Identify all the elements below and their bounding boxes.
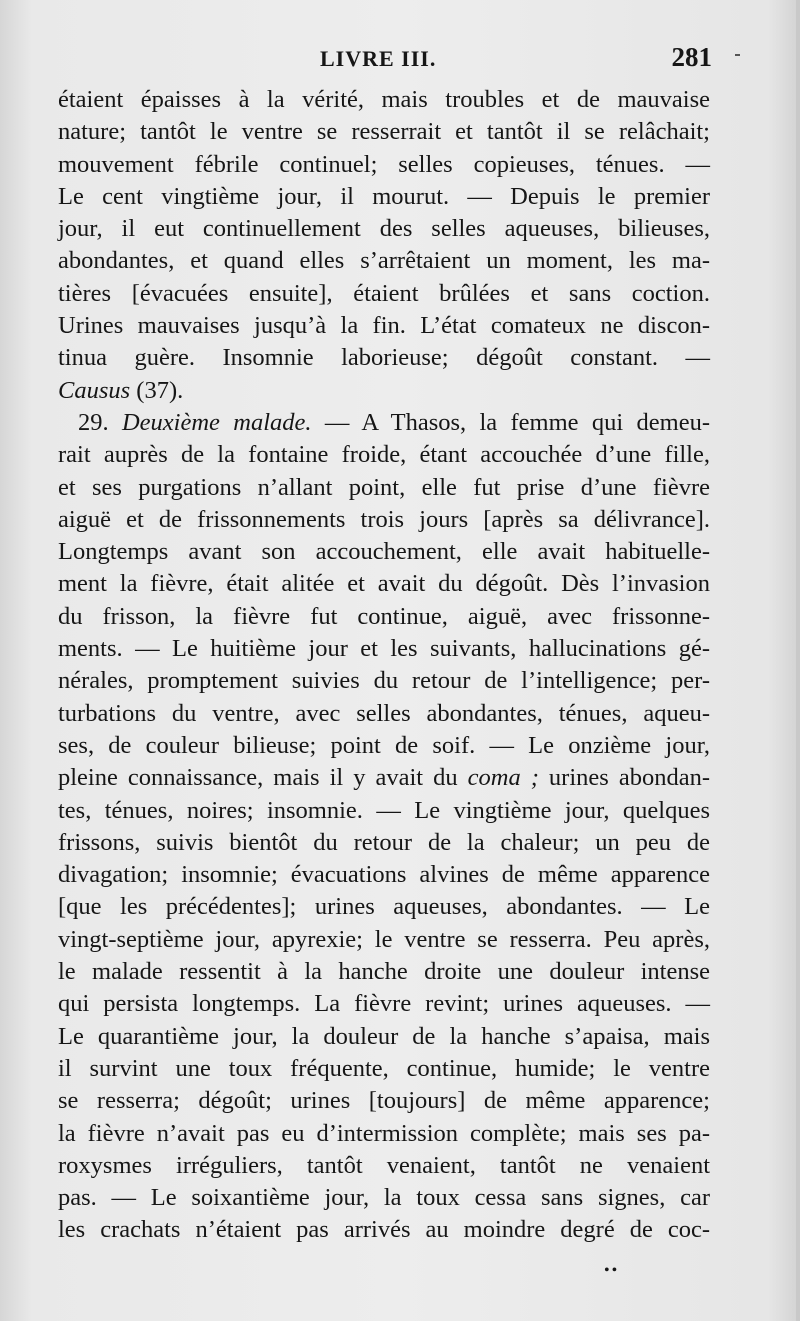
- line-text: Urines mauvaises jusqu’à la fin. L’état comateux ne discon-: [58, 312, 710, 340]
- line-text: pas. — Le soixantième jour, la toux cessa sans signes, car: [58, 1184, 710, 1212]
- text-line: [58, 1118, 710, 1150]
- line-text: turbations du ventre, avec selles abondantes, ténues, aqueu-: [58, 699, 710, 727]
- italic-text: Deuxième malade.: [121, 408, 312, 436]
- text-line: [58, 1182, 710, 1214]
- chapter-title: LIVRE III.: [320, 46, 437, 71]
- text-line: [58, 407, 710, 439]
- line-text: il survint une toux fréquente, continue, humide; le ventre: [58, 1054, 710, 1082]
- text-line: [58, 1021, 710, 1053]
- line-text: divagation; insomnie; évacuations alvines de même apparence: [58, 861, 710, 889]
- line-text: tières [évacuées ensuite], étaient brûlées et sans coction.: [58, 279, 710, 307]
- line-text: Le cent vingtième jour, il mourut. — Depuis le premier: [58, 182, 710, 210]
- text-line: [58, 504, 710, 536]
- line-text: — A Thasos, la femme qui demeu-: [311, 408, 711, 436]
- text-line: [58, 213, 710, 245]
- line-text: ses, de couleur bilieuse; point de soif. — Le onzième jour,: [58, 731, 710, 759]
- running-header: [58, 40, 740, 80]
- text-line: [58, 698, 710, 730]
- text-line: [58, 310, 710, 342]
- text-line: [58, 342, 710, 374]
- line-text: tinua guère. Insomnie laborieuse; dégoût constant. —: [58, 344, 710, 372]
- text-line: [58, 149, 710, 181]
- line-text: le malade ressentit à la hanche droite une douleur intense: [58, 958, 710, 986]
- text-line: [58, 730, 710, 762]
- text-line: [58, 536, 710, 568]
- margin-mark: [735, 54, 740, 56]
- text-line: [58, 795, 710, 827]
- line-text: Longtemps avant son accouchement, elle avait habituelle-: [58, 538, 710, 566]
- line-text: nérales, promptement suivies du retour de l’intelligence; per-: [58, 667, 710, 695]
- text-line: [58, 859, 710, 891]
- text-line: [58, 633, 710, 665]
- line-text: abondantes, et quand elles s’arrêtaient un moment, les ma-: [58, 247, 710, 275]
- line-text: la fièvre n’avait pas eu d’intermission complète; mais ses pa-: [58, 1119, 710, 1147]
- text-line: [58, 568, 710, 600]
- line-text: nature; tantôt le ventre se resserrait et tantôt il se relâchait;: [58, 118, 710, 146]
- text-line: [58, 1150, 710, 1182]
- text-line: [58, 924, 710, 956]
- signature-mark: ••: [604, 1262, 620, 1279]
- text-line: [58, 84, 710, 116]
- text-line: [58, 1214, 710, 1246]
- page-edge: [796, 0, 800, 1321]
- line-text: Le quarantième jour, la douleur de la hanche s’apaisa, mais: [58, 1022, 710, 1050]
- line-text: qui persista longtemps. La fièvre revint; urines aqueuses. —: [58, 990, 710, 1018]
- text-line: [58, 375, 710, 407]
- line-text: du frisson, la fièvre fut continue, aiguë, avec frissonne-: [58, 602, 710, 630]
- text-line: [58, 1085, 710, 1117]
- text-line: [58, 665, 710, 697]
- line-text: ment la fièvre, était alitée et avait du dégoût. Dès l’invasion: [58, 570, 710, 598]
- line-text: étaient épaisses à la vérité, mais troubles et de mauvaise: [58, 86, 710, 113]
- line-text: ments. — Le huitième jour et les suivants, hallucinations gé-: [58, 635, 710, 663]
- line-text: mouvement fébrile continuel; selles copieuses, ténues. —: [58, 150, 710, 178]
- line-text: se resserra; dégoût; urines [toujours] de même apparence;: [58, 1087, 710, 1115]
- text-line: [58, 245, 710, 277]
- text-line: [58, 956, 710, 988]
- text-line: [58, 762, 710, 794]
- text-line: [58, 1053, 710, 1085]
- italic-text: Causus: [58, 376, 131, 404]
- page-number: 281: [671, 42, 712, 72]
- text-line: [58, 472, 710, 504]
- text-line: [58, 827, 710, 859]
- text-line: [58, 601, 710, 633]
- body-text: [58, 84, 710, 1247]
- line-text: (37).: [130, 376, 184, 404]
- italic-text: coma ;: [467, 764, 539, 792]
- line-text: vingt-septième jour, apyrexie; le ventre se resserra. Peu après,: [58, 925, 710, 953]
- line-prefix: pleine connaissance, mais il y avait du: [58, 764, 468, 792]
- text-line: [58, 278, 710, 310]
- text-line: [58, 891, 710, 923]
- text-line: [58, 988, 710, 1020]
- text-line: [58, 439, 710, 471]
- line-text: urines abondan-: [538, 764, 710, 792]
- line-text: les crachats n’étaient pas arrivés au moindre degré de coc-: [58, 1216, 710, 1244]
- line-text: roxysmes irréguliers, tantôt venaient, tantôt ne venaient: [58, 1151, 710, 1179]
- line-text: rait auprès de la fontaine froide, étant accouchée d’une fille,: [58, 441, 710, 469]
- text-line: [58, 181, 710, 213]
- line-prefix: 29.: [78, 408, 122, 436]
- line-text: aiguë et de frissonnements trois jours [après sa délivrance].: [58, 505, 710, 533]
- line-text: [que les précédentes]; urines aqueuses, abondantes. — Le: [58, 893, 710, 921]
- line-text: jour, il eut continuellement des selles aqueuses, bilieuses,: [58, 215, 710, 243]
- text-line: [58, 116, 710, 148]
- line-text: et ses purgations n’allant point, elle fut prise d’une fièvre: [58, 473, 710, 501]
- line-text: tes, ténues, noires; insomnie. — Le vingtième jour, quelques: [58, 796, 710, 824]
- line-text: frissons, suivis bientôt du retour de la chaleur; un peu de: [58, 828, 710, 856]
